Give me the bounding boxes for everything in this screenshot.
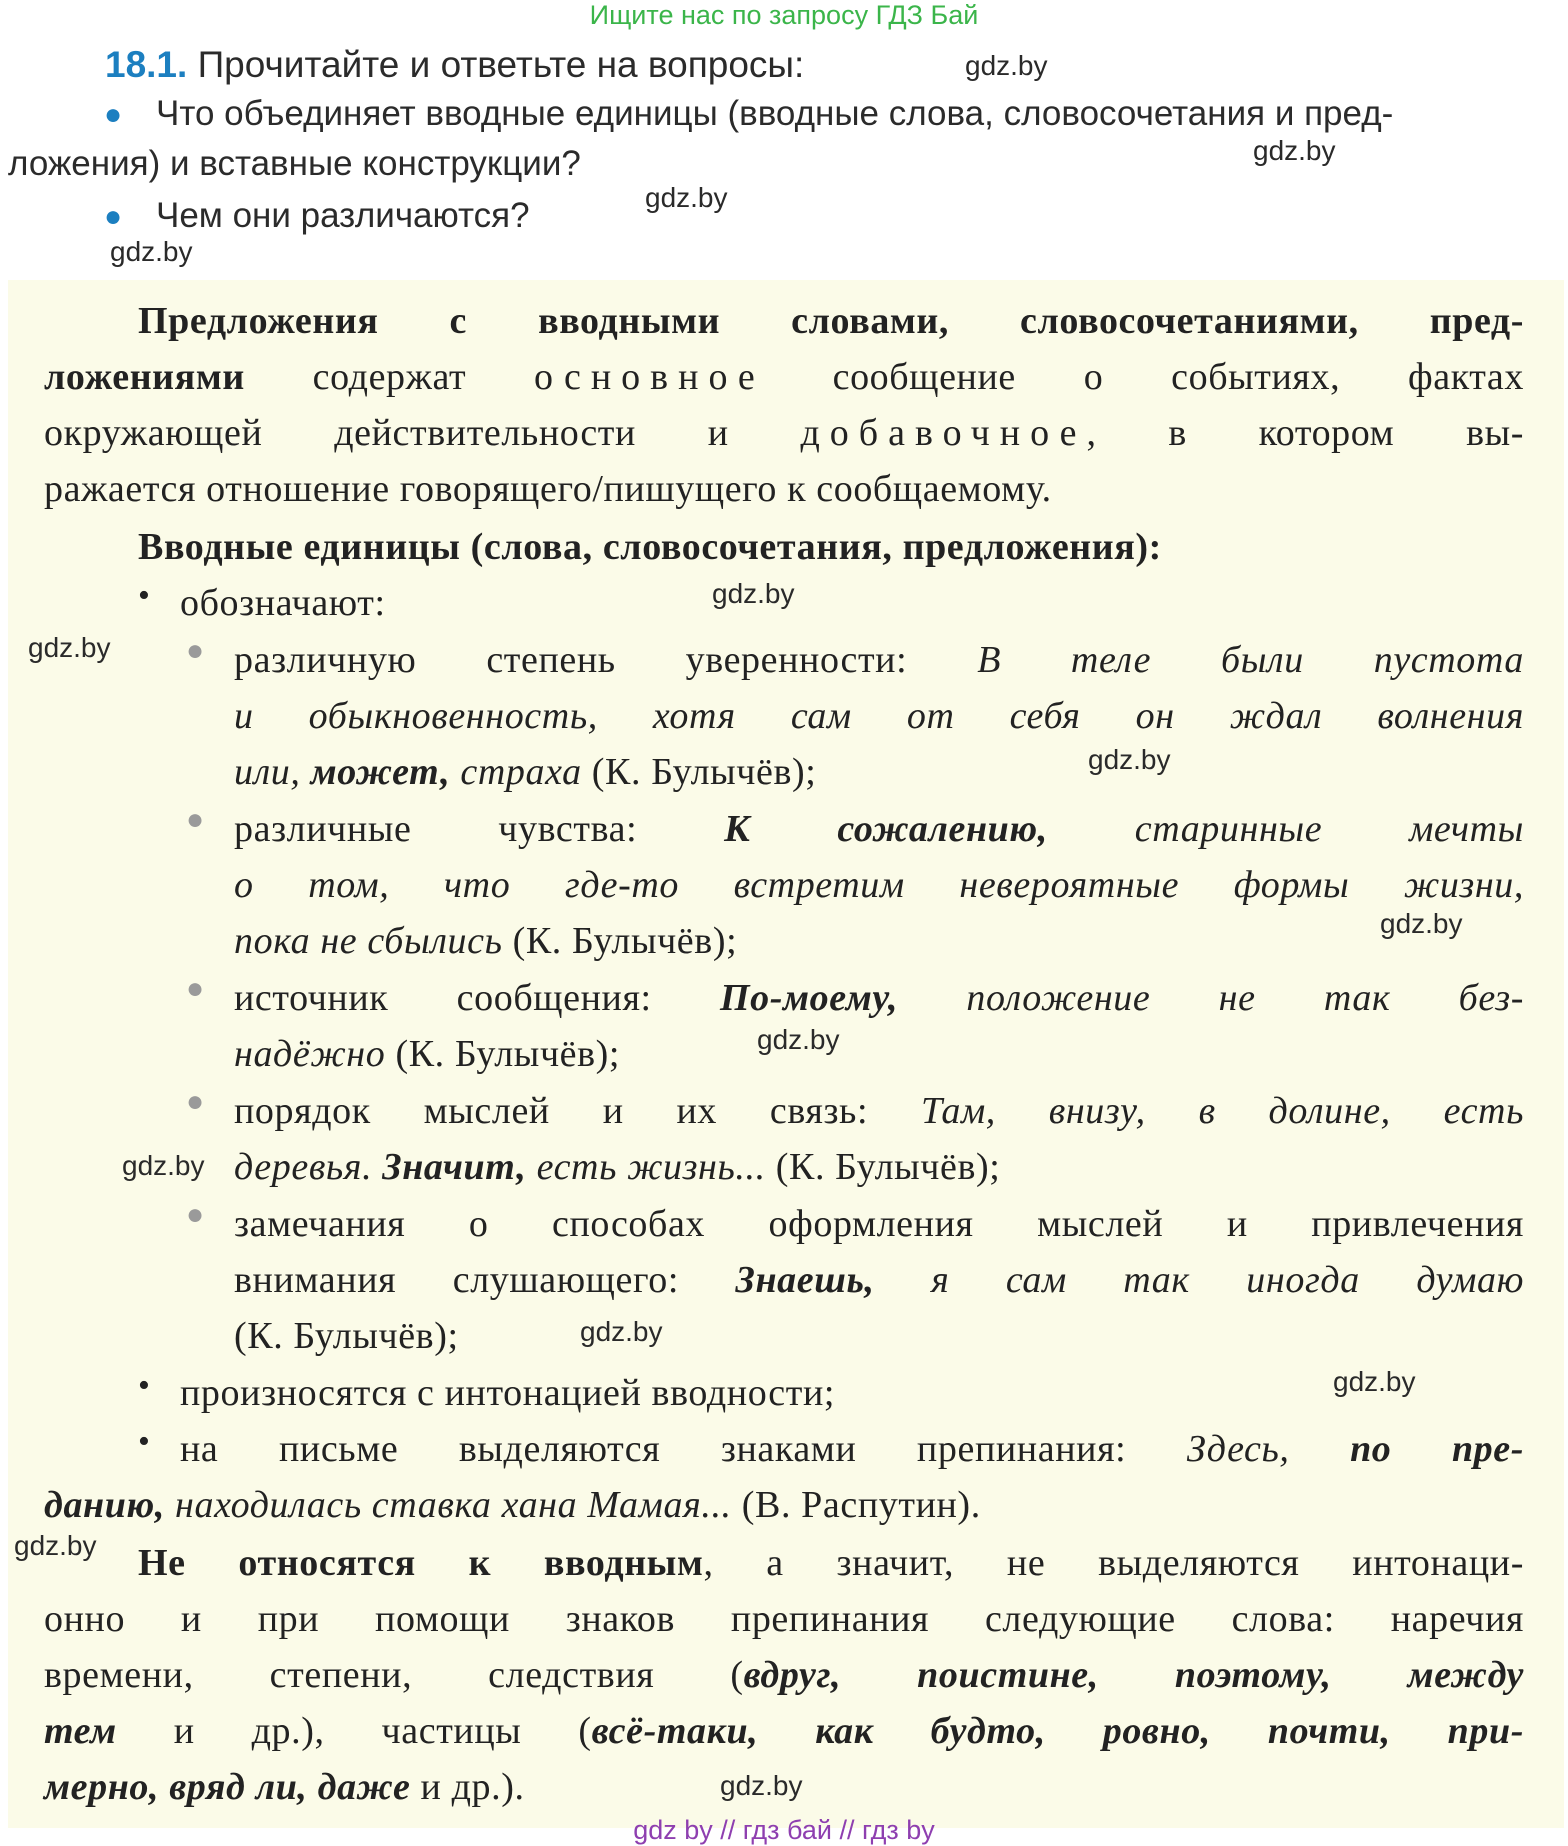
rule-line: на письме выделяются знаками препинания: Здесь, по пре- [180,1428,1524,1470]
watermark: gdz.by [645,182,728,213]
rule-line: деревья. Значит, есть жизнь... (К. Булычёв); [234,1146,1001,1188]
question-2: Чем они различаются? [156,196,530,235]
rule-line: произносятся с интонацией вводности; [180,1372,836,1414]
rule-line: (К. Булычёв); [234,1315,459,1357]
bullet: • [138,577,150,614]
watermark: gdz.by [1380,908,1463,939]
watermark: gdz.by [110,236,193,267]
rule-line: пока не сбылись (К. Булычёв); [234,920,738,962]
rule-line: различные чувства: К сожалению, старинные мечты [234,808,1524,850]
watermark: gdz.by [965,50,1048,81]
watermark: gdz.by [14,1530,97,1561]
rule-line: различную степень уверенности: В теле были пустота [234,639,1524,681]
top-banner: Ищите нас по запросу ГДЗ Бай [589,0,979,30]
rule-line: внимания слушающего: Знаешь, я сам так иногда думаю [234,1259,1525,1301]
sub-bullet: ● [186,972,205,1005]
rule-heading: Вводные единицы (слова, словосочетания, предложения): [138,526,1162,568]
question-1-line-2: ложения) и вставные конструкции? [8,144,581,183]
rule-line: и обыкновенность, хотя сам от себя он ждал волнения [234,695,1524,737]
watermark: gdz.by [757,1024,840,1055]
bullet: • [138,1423,150,1460]
bullet-dot: ● [104,98,123,131]
rule-line: или, может, страха (К. Булычёв); [234,751,817,793]
task-number: 18.1. [105,44,188,85]
rule-line: источник сообщения: По-моему, положение не так без- [234,977,1524,1019]
sub-bullet: ● [186,803,205,836]
watermark: gdz.by [1333,1366,1416,1397]
rule-line: окружающей действительности и добавочное, в котором вы- [44,412,1524,454]
task-heading [105,44,804,86]
watermark: gdz.by [28,632,111,663]
watermark: gdz.by [712,578,795,609]
task-instruction: Прочитайте и ответьте на вопросы: [197,44,805,85]
watermark: gdz.by [122,1150,205,1181]
rule-line: данию, находилась ставка хана Мамая... (В. Распутин). [44,1484,981,1526]
sub-bullet: ● [186,634,205,667]
rule-line: Не относятся к вводным, а значит, не выделяются интонаци- [138,1542,1524,1584]
watermark: gdz.by [1088,744,1171,775]
rule-line: онно и при помощи знаков препинания следующие слова: наречия [44,1598,1524,1640]
rule-line: тем и др.), частицы (всё-таки, как будто, ровно, почти, при- [44,1710,1524,1752]
rule-line: времени, степени, следствия (вдруг, поистине, поэтому, между [44,1654,1524,1696]
watermark: gdz.by [1253,135,1336,166]
rule-line: замечания о способах оформления мыслей и привлечения [234,1203,1524,1245]
footer-watermark: gdz by // гдз бай // гдз by [633,1815,935,1845]
rule-line: ражается отношение говорящего/пишущего к сообщаемому. [44,468,1052,510]
rule-line: надёжно (К. Булычёв); [234,1033,621,1075]
watermark: gdz.by [580,1316,663,1347]
bullet-dot: ● [104,200,123,233]
rule-line: порядок мыслей и их связь: Там, внизу, в долине, есть [234,1090,1524,1132]
rule-line: о том, что где-то встретим невероятные формы жизни, [234,864,1524,906]
bullet: • [138,1367,150,1404]
sub-bullet: ● [186,1085,205,1118]
rule-line: мерно, вряд ли, даже и др.). [44,1766,525,1808]
rule-line: Предложения с вводными словами, словосочетаниями, пред- [138,300,1524,342]
rule-line: ложениями содержат основное сообщение о событиях, фактах [44,356,1525,398]
question-1-line-1: Что объединяет вводные единицы (вводные слова, словосочетания и пред- [156,94,1394,133]
sub-bullet: ● [186,1198,205,1231]
watermark: gdz.by [720,1770,803,1801]
rule-line: обозначают: [180,582,386,624]
